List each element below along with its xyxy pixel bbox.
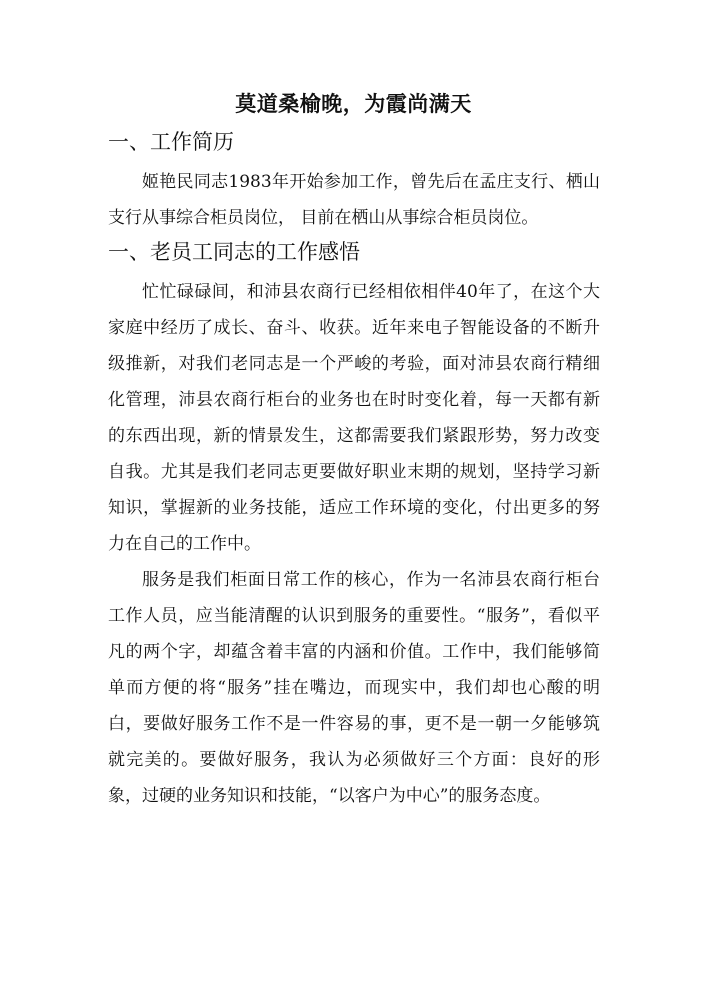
section-heading-work-history: 一、工作简历: [108, 130, 234, 154]
section-heading-work-reflections: 一、老员工同志的工作感悟: [108, 240, 360, 264]
paragraph-reflection-1: 忙忙碌碌间，和沛县农商行已经相依相伴40年了，在这个大家庭中经历了成长、奋斗、收获。近年来电子智能设备的不断升级推新，对我们老同志是一个严峻的考验，面对沛县农商行精细化管理，沛县农商行柜台的业务也在时时变化着，每一天都有新的东西出现，新的情景发生，这都需要我们紧跟形势，努力改变自我。尤其是我们老同志更要做好职业末期的规划，坚持学习新知识，掌握新的业务技能，适应工作环境的变化，付出更多的努力在自己的工作中。: [108, 282, 600, 554]
document-title: 莫道桑榆晚，为霞尚满天: [235, 91, 472, 116]
paragraph-reflection-2: 服务是我们柜面日常工作的核心，作为一名沛县农商行柜台工作人员，应当能清醒的认识到服务的重要性。“服务”，看似平凡的两个字，却蕴含着丰富的内涵和价值。工作中，我们能够简单而方便的将“服务”挂在嘴边，而现实中，我们却也心酸的明白，要做好服务工作不是一件容易的事，更不是一朝一夕能够筑就完美的。要做好服务，我认为必须做好三个方面：良好的形象，过硬的业务知识和技能，“以客户为中心”的服务态度。: [108, 570, 600, 806]
paragraph-work-history: 姬艳民同志1983年开始参加工作，曾先后在孟庄支行、栖山支行从事综合柜员岗位， 目前在栖山从事综合柜员岗位。: [108, 172, 600, 228]
